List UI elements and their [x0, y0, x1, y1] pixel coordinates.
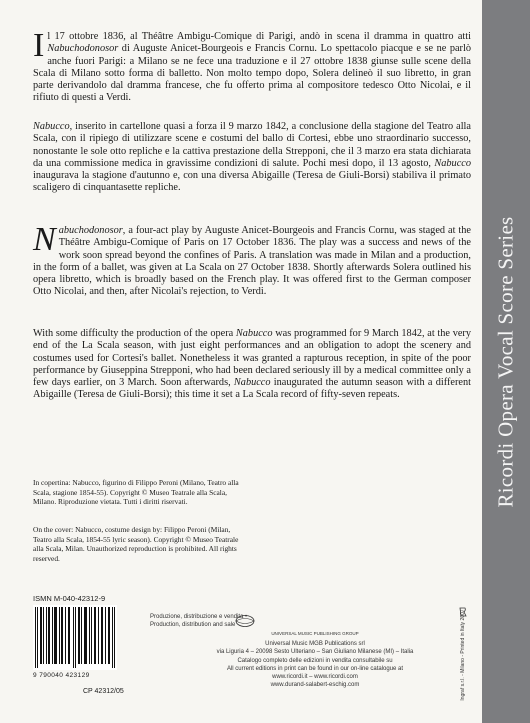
english-opera-title: Nabucco	[235, 328, 273, 339]
website-link-durand[interactable]: www.durand-salabert-eschig.com	[270, 682, 360, 689]
english-paragraph-2	[33, 328, 471, 402]
website-link-ricordi[interactable]: www.ricordi.it – www.ricordi.com	[272, 674, 358, 681]
barcode-block	[33, 594, 143, 706]
english-text: was programmed for 9 March 1842, at the very end of the La Scala season, with just eight performances and an obligation to adopt the scenery and costumes used for Cortesi's ballet. Nonetheless it was granted a rapturous reception, in spite of the poor performance by Giuseppina Strepponi, who had been declared seriously ill by a medical committee only a few days earlier, on 3 March. Soon afterwards,	[33, 328, 471, 389]
ismn-label: ISMN M-040-42312-9	[33, 594, 106, 603]
english-opera-title: abuchodonosor	[58, 225, 123, 236]
english-text: , a four-act play by Auguste Anicet-Bourgeois and Francis Cornu, was staged at the Théâtre Ambigu-Comique of Paris on 17 October 1836. The play was a success and news of the work soon spread beyond the confines of Paris. A translation was made in Milan and a production, in the form of a ballet, was given at La Scala on 27 October 1838. Shortly afterwards Solera outlined his opera libretto, which is broadly based on the French play. It was offered first to the German composer Otto Nicolai, and then, after Nicolai's rejection, to Verdi.	[33, 225, 471, 298]
italian-opera-title: Nabucco	[33, 121, 70, 132]
english-drop-cap: N	[33, 221, 56, 258]
english-text: inaugurated the autumn season with a different Abigaille (Teresa de Giuli-Borsi); this time it set a La Scala record of fifty-seven repeats.	[33, 377, 471, 401]
catalogue-number: CP 42312/05	[83, 688, 124, 695]
barcode-icon	[33, 605, 117, 670]
italian-paragraph-2	[33, 121, 471, 195]
print-code: Ingraf s.r.l. - Milano - Printed in Italy 2007	[460, 609, 466, 701]
series-title: Ricordi Opera Vocal Score Series	[493, 216, 518, 508]
publisher-address: via Liguria 4 – 20098 Sesto Ulteriano – San Giuliano Milanese (MI) – Italia	[216, 649, 414, 656]
italian-drop-cap: I	[33, 27, 45, 64]
italian-text: inaugurava la stagione d'autunno e, con una diversa Abigaille (Teresa de Giuli-Borsi) stabiliva il primato scaligero di cinquantasette repliche.	[33, 170, 471, 194]
italian-opera-title: Nabucco	[434, 157, 471, 169]
barcode-number: 9 790040 423129	[33, 672, 90, 679]
italian-text: l 17 ottobre 1836, al Théâtre Ambigu-Comique di Parigi, andò in scena il dramma in quattro atti	[47, 31, 471, 42]
catalogue-note-english: All current editions in print can be found in our on-line catalogue at	[226, 665, 404, 672]
italian-opera-title: Nabuchodonosor	[47, 43, 119, 55]
italian-text: , inserito in cartellone quasi a forza il 9 marzo 1842, a conclusione della stagione del Teatro alla Scala, con il ripiego di utilizzare scene e costumi del ballo di Cortesi, ebbe uno straordinario successo, nonostante le sole otto repliche e la cattiva prestazione della Strepponi, che il 3 marzo era stata dichiarata da una commissione medica in gravissime condizioni di salute. Pochi mesi dopo, il 13 agosto,	[33, 121, 471, 169]
cover-credit-english: On the cover: Nabucco, costume design by: Filippo Peroni (Milan, Teatro alla Scala, 1854-55 lyric season). Copyright © Museo Teatrale alla Scala, Milan. Unauthorized reproduction is prohibited. All rights reserved.	[33, 525, 239, 563]
publisher-name: Universal Music MGB Publications srl	[265, 641, 365, 648]
italian-paragraph-1	[33, 27, 471, 105]
universal-logo-icon	[235, 614, 255, 628]
cover-credit-italian: In copertina: Nabucco, figurino di Filippo Peroni (Milano, Teatro alla Scala, stagione 1854-55). Copyright © Museo Teatrale alla Scala, Milano. Riproduzione vietata. Tutti i diritti riservati.	[33, 478, 239, 507]
logo-caption: UNIVERSAL MUSIC PUBLISHING GROUP	[271, 631, 359, 636]
english-opera-title: Nabucco	[233, 377, 271, 389]
production-line: Produzione, distribuzione e vendita • Production, distribution and sale	[150, 614, 248, 628]
publisher-info	[205, 630, 425, 689]
english-paragraph-1	[33, 221, 471, 299]
italian-text: di Auguste Anicet-Bourgeois e Francis Cornu. Lo spettacolo piacque e se ne parlò anche fuori Parigi: a Milano se ne fece una traduzione e il 27 ottobre 1838 giunse sulle scene della Scala di Milano sotto forma di balletto. Non molto tempo dopo, Solera delineò il suo libretto, in gran parte derivandolo dal dramma francese, che fu offerto prima al compositore tedesco Otto Nicolai, e il rifiuto di questi a Verdi.	[33, 43, 471, 104]
catalogue-note-italian: Catalogo completo delle edizioni in vendita consultabile su	[237, 657, 393, 664]
english-text: With some difficulty the production of the opera	[33, 328, 236, 339]
